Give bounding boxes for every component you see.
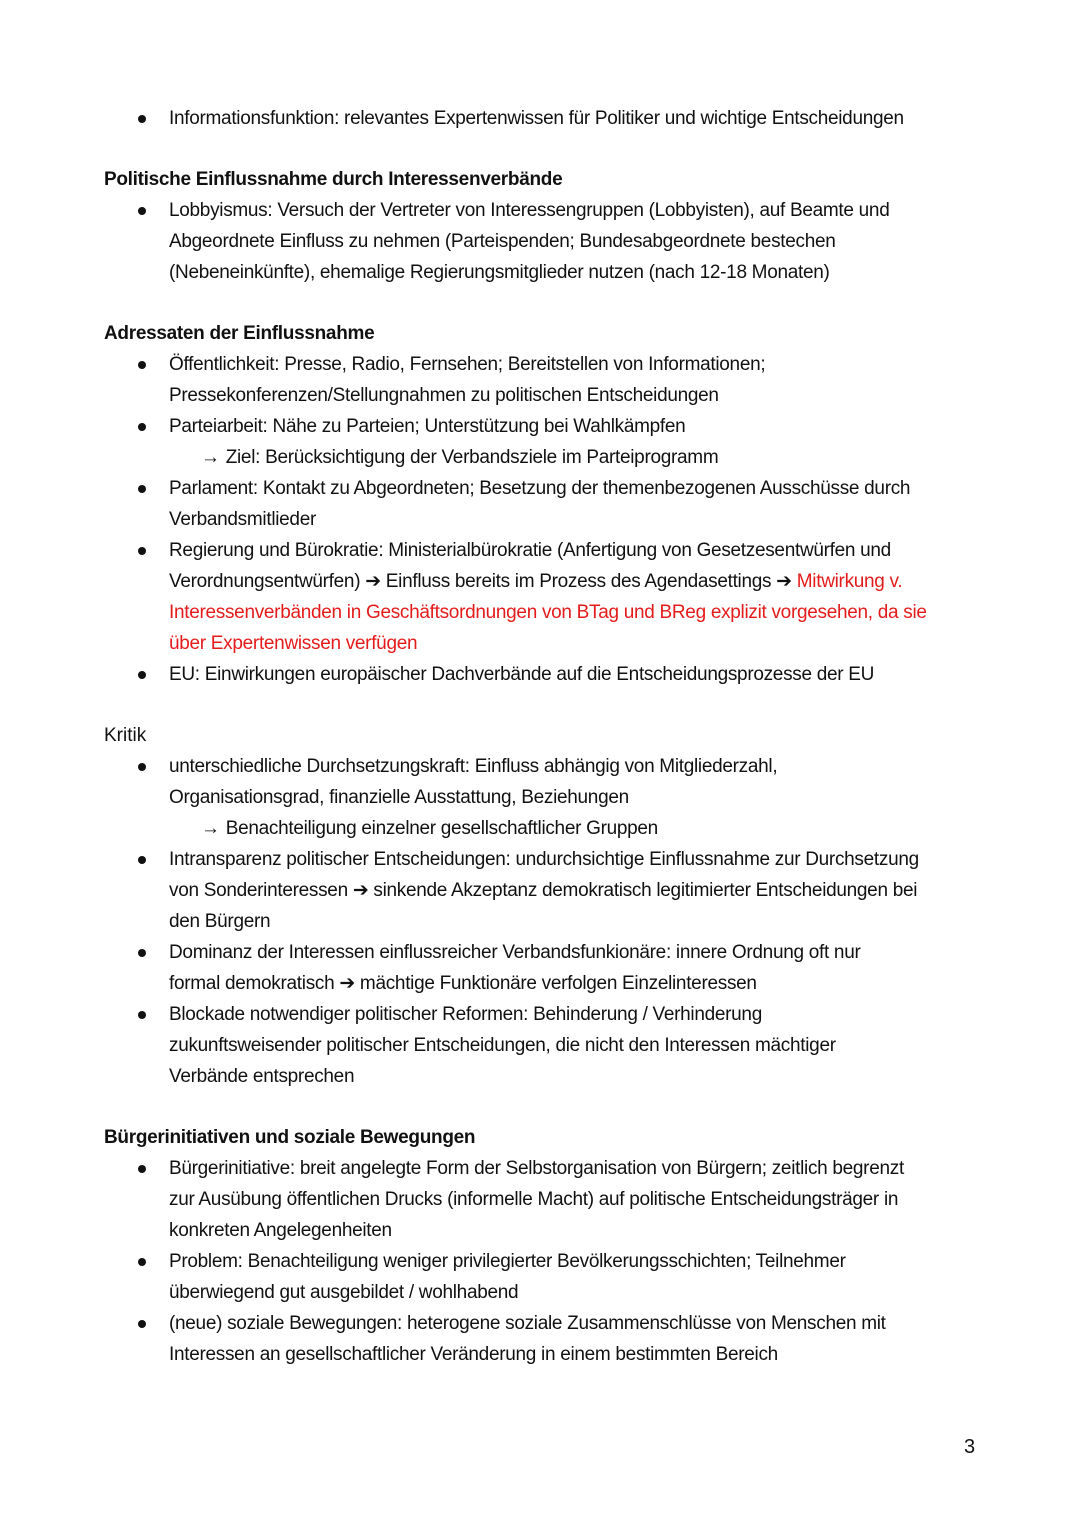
- bullet-icon: [138, 207, 146, 215]
- list-item-text: Interessen an gesellschaftlicher Veränderung in einem bestimmten Bereich: [169, 1344, 778, 1365]
- bullet-icon: [138, 949, 146, 957]
- bullet-icon: [138, 1258, 146, 1266]
- section-heading-einflussnahme: Politische Einflussnahme durch Interessenverbände: [104, 169, 563, 190]
- list-item: [104, 1153, 1004, 1246]
- section-heading-buergerinitiativen: Bürgerinitiativen und soziale Bewegungen: [104, 1127, 476, 1148]
- list-item: [104, 751, 1004, 813]
- list-item-text: unterschiedliche Durchsetzungskraft: Einfluss abhängig von Mitgliederzahl,: [169, 756, 778, 777]
- list-item: [104, 999, 1004, 1092]
- arrow-subitem-text: Ziel: Berücksichtigung der Verbandsziele im Parteiprogramm: [225, 447, 719, 468]
- document-page: [104, 103, 1004, 1370]
- arrow-subitem: [104, 813, 1004, 844]
- list-item: [104, 103, 1004, 134]
- list-item-text: Dominanz der Interessen einflussreicher Verbandsfunkionäre: innere Ordnung oft nur: [169, 942, 861, 963]
- bullet-icon: [138, 423, 146, 431]
- bullet-icon: [138, 856, 146, 864]
- bullet-icon: [138, 547, 146, 555]
- list-item-text: Intransparenz politischer Entscheidungen: undurchsichtige Einflussnahme zur Durchsetzung: [169, 849, 919, 870]
- list-item: [104, 844, 1004, 937]
- arrow-right-icon: →: [201, 447, 220, 468]
- section-heading-adressaten: Adressaten der Einflussnahme: [104, 323, 375, 344]
- list-item-text: zukunftsweisender politischer Entscheidungen, die nicht den Interessen mächtiger: [169, 1035, 836, 1056]
- list-item: [104, 411, 1004, 442]
- list-item: [104, 937, 1004, 999]
- highlighted-text: Interessenverbänden in Geschäftsordnungen von BTag und BReg explizit vorgesehen, da sie: [169, 602, 927, 623]
- arrow-subitem-text: Benachteiligung einzelner gesellschaftlicher Gruppen: [225, 818, 658, 839]
- arrow-right-icon: →: [201, 818, 220, 839]
- bullet-icon: [138, 485, 146, 493]
- list-item-text: von Sonderinteressen ➔ sinkende Akzeptanz demokratisch legitimierter Entscheidungen bei: [169, 880, 918, 901]
- list-item-text: Problem: Benachteiligung weniger privilegierter Bevölkerungsschichten; Teilnehmer: [169, 1251, 846, 1272]
- list-item-text: überwiegend gut ausgebildet / wohlhabend: [169, 1282, 519, 1303]
- list-item: [104, 1308, 1004, 1370]
- list-item-text: konkreten Angelegenheiten: [169, 1220, 392, 1241]
- list-item: [104, 349, 1004, 411]
- list-item: [104, 195, 1004, 288]
- list-item-text: Öffentlichkeit: Presse, Radio, Fernsehen; Bereitstellen von Informationen;: [169, 354, 766, 375]
- list-item: [104, 659, 1004, 690]
- list-item-text: Parlament: Kontakt zu Abgeordneten; Besetzung der themenbezogenen Ausschüsse durch: [169, 478, 911, 499]
- list-item: [104, 535, 1004, 659]
- list-item-text: (neue) soziale Bewegungen: heterogene soziale Zusammenschlüsse von Menschen mit: [169, 1313, 886, 1334]
- bullet-icon: [138, 1011, 146, 1019]
- list-item: [104, 473, 1004, 535]
- bullet-icon: [138, 671, 146, 679]
- list-item-text: den Bürgern: [169, 911, 271, 932]
- list-item-text: [169, 566, 1004, 597]
- bullet-icon: [138, 1165, 146, 1173]
- arrow-subitem: [104, 442, 1004, 473]
- list-item-text: Organisationsgrad, finanzielle Ausstattung, Beziehungen: [169, 787, 629, 808]
- page-number: 3: [964, 1436, 976, 1458]
- list-item-text: EU: Einwirkungen europäischer Dachverbände auf die Entscheidungsprozesse der EU: [169, 664, 875, 685]
- list-item-text: Lobbyismus: Versuch der Vertreter von Interessengruppen (Lobbyisten), auf Beamte und: [169, 200, 890, 221]
- list-item-text: Parteiarbeit: Nähe zu Parteien; Unterstützung bei Wahlkämpfen: [169, 416, 686, 437]
- section-heading-kritik: Kritik: [104, 725, 147, 746]
- bullet-icon: [138, 763, 146, 771]
- highlighted-text: über Expertenwissen verfügen: [169, 633, 418, 654]
- highlighted-text: Mitwirkung v.: [796, 571, 903, 592]
- list-item-text: Blockade notwendiger politischer Reformen: Behinderung / Verhinderung: [169, 1004, 762, 1025]
- bullet-icon: [138, 1320, 146, 1328]
- list-item-text: formal demokratisch ➔ mächtige Funktionäre verfolgen Einzelinteressen: [169, 973, 757, 994]
- list-item-text: Pressekonferenzen/Stellungnahmen zu politischen Entscheidungen: [169, 385, 719, 406]
- list-item-text: Verbände entsprechen: [169, 1066, 355, 1087]
- list-item-text: Regierung und Bürokratie: Ministerialbürokratie (Anfertigung von Gesetzesentwürfen und: [169, 540, 891, 561]
- list-item-text: (Nebeneinkünfte), ehemalige Regierungsmitglieder nutzen (nach 12-18 Monaten): [169, 262, 830, 283]
- list-item-text: Bürgerinitiative: breit angelegte Form der Selbstorganisation von Bürgern; zeitlich begrenzt: [169, 1158, 904, 1179]
- list-item-text: Informationsfunktion: relevantes Expertenwissen für Politiker und wichtige Entscheidungen: [169, 108, 904, 129]
- bullet-icon: [138, 115, 146, 123]
- bullet-icon: [138, 361, 146, 369]
- list-item-text: zur Ausübung öffentlichen Drucks (informelle Macht) auf politische Entscheidungsträger in: [169, 1189, 899, 1210]
- list-item-text: Abgeordnete Einfluss zu nehmen (Parteispenden; Bundesabgeordnete bestechen: [169, 231, 836, 252]
- list-item: [104, 1246, 1004, 1308]
- list-item-text-black: Verordnungsentwürfen) ➔ Einfluss bereits im Prozess des Agendasettings ➔: [169, 571, 797, 592]
- list-item-text: Verbandsmitlieder: [169, 509, 316, 530]
